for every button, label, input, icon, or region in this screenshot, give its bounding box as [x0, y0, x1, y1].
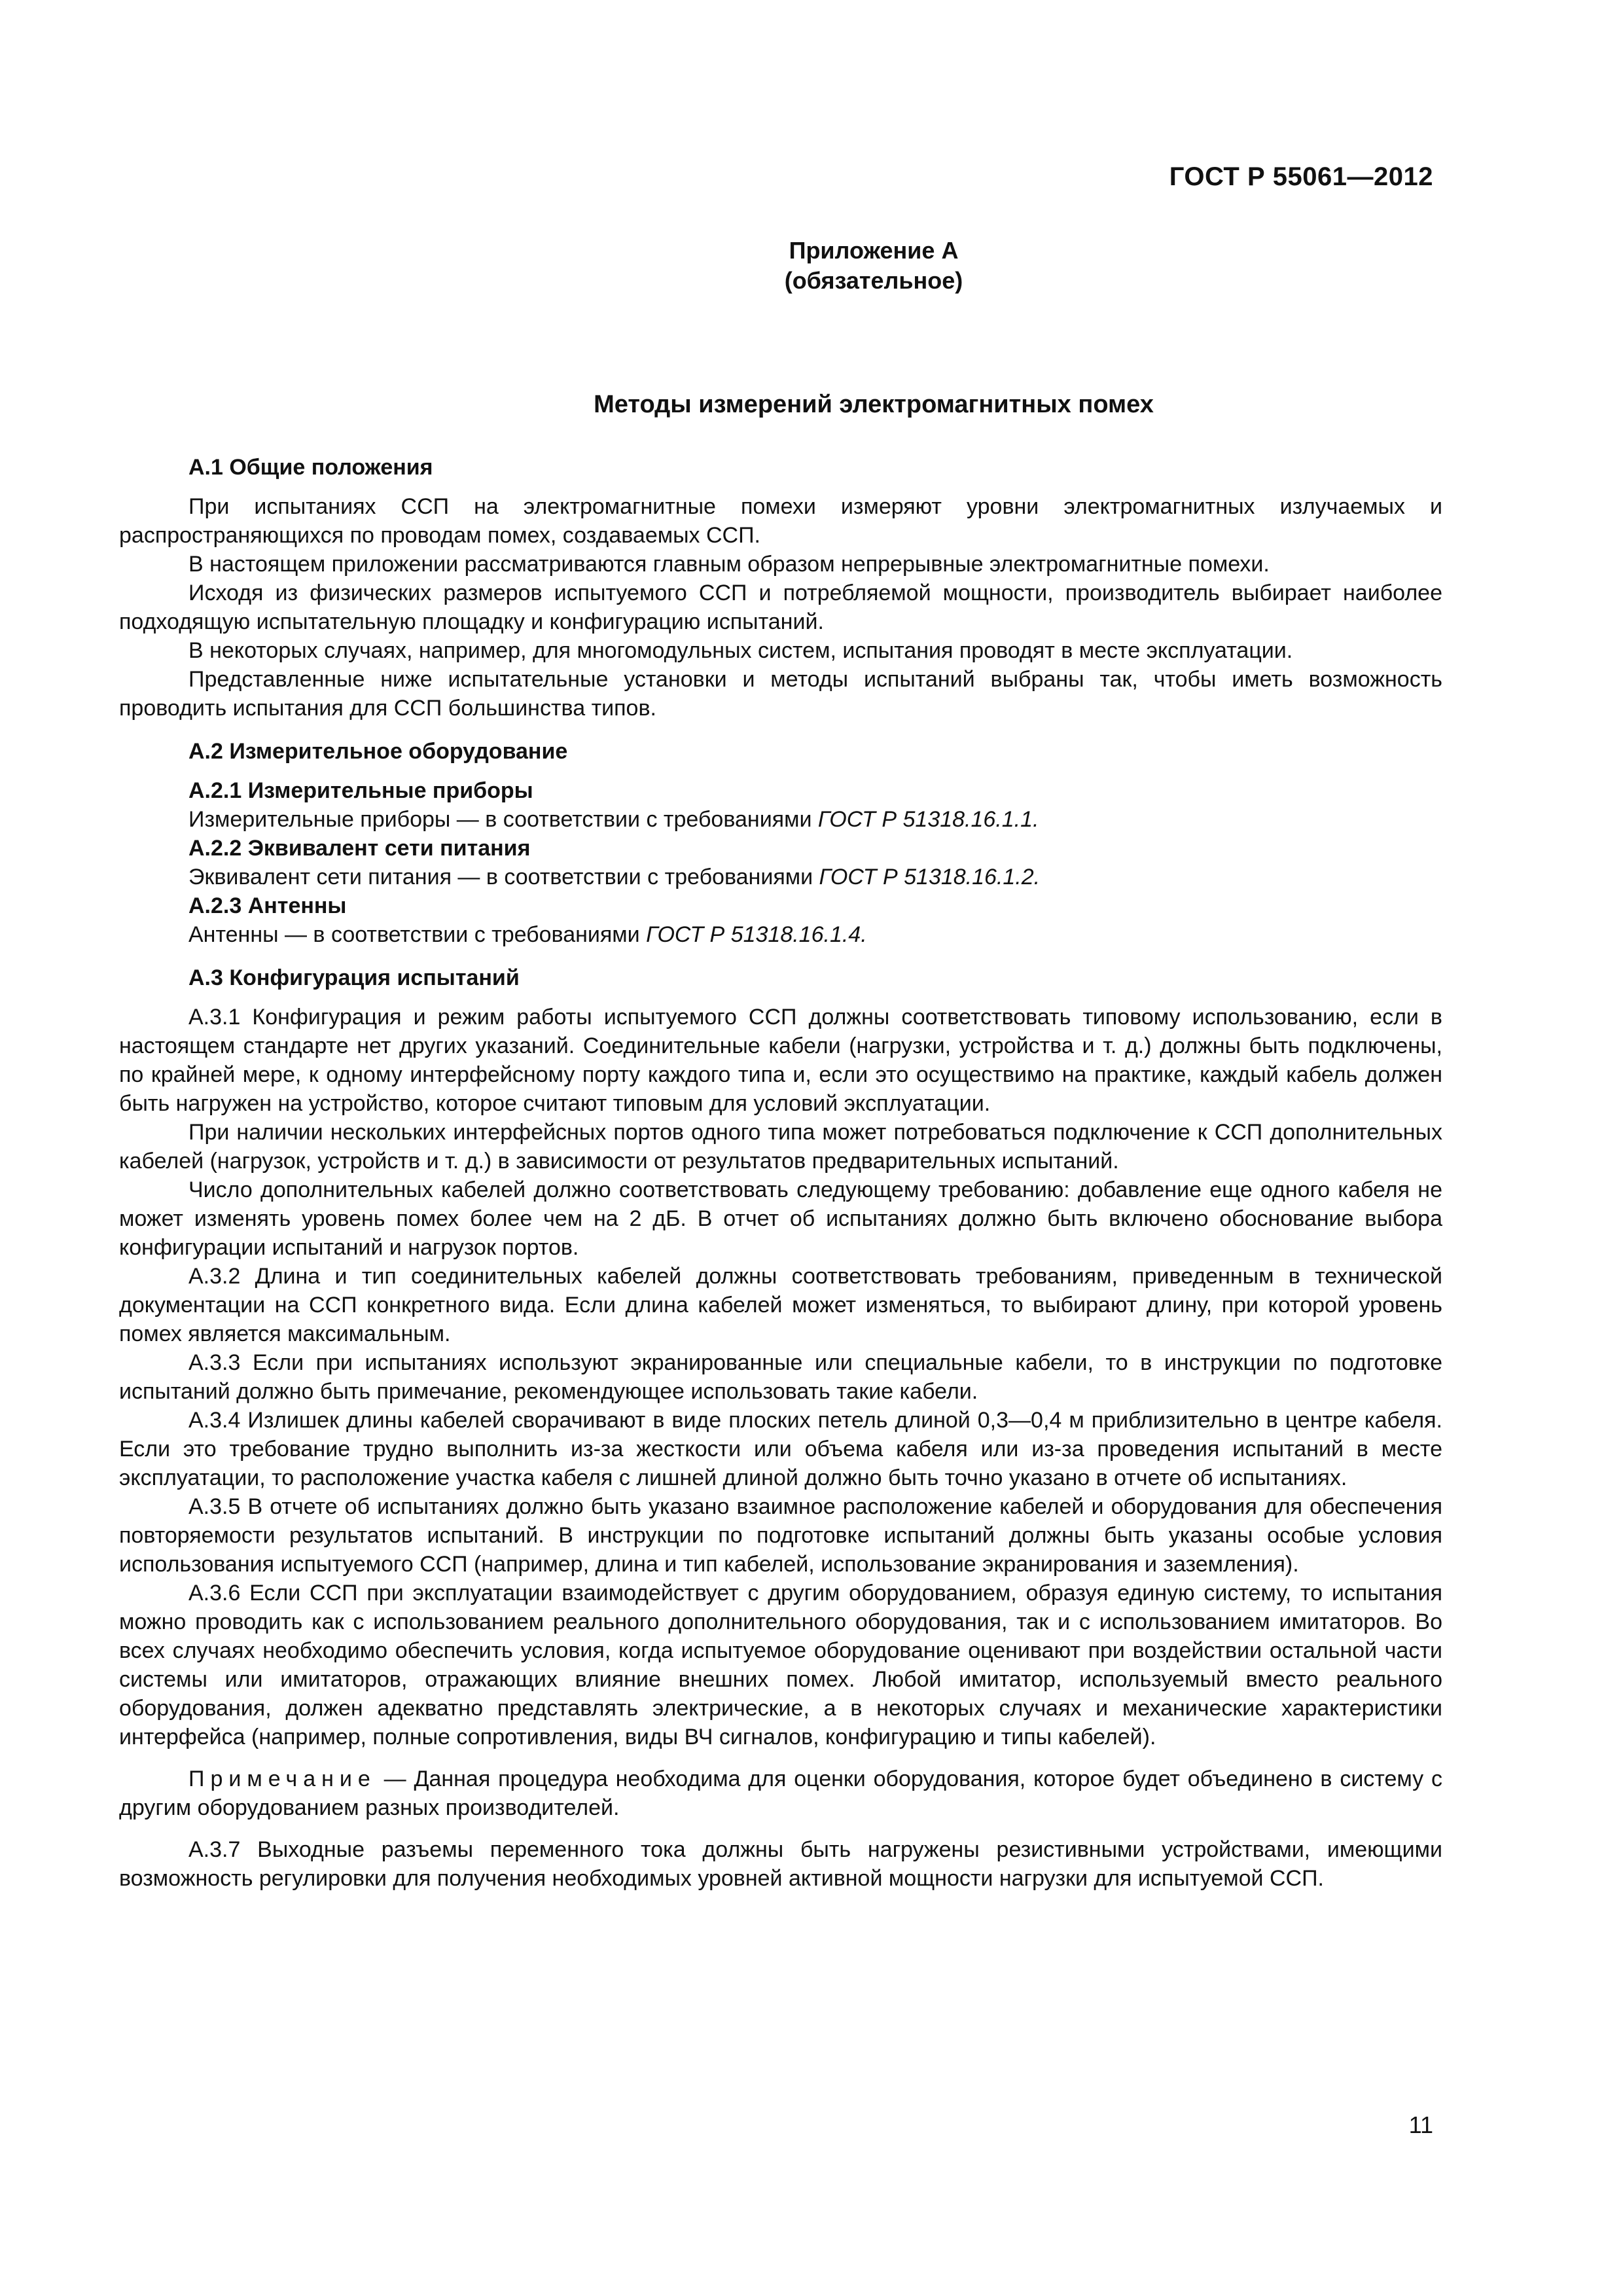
annex-heading: [0, 236, 1623, 296]
annex-status: (обязательное): [784, 267, 963, 294]
paragraph: При наличии нескольких интерфейсных портов одного типа может потребоваться подключение к ССП дополнительных кабелей (нагрузок, устройств и т. д.) в зависимости от результатов предварительных испытаний.: [119, 1120, 1442, 1174]
paragraph: [119, 805, 1442, 834]
subsection-heading-a21: А.2.1 Измерительные приборы: [188, 778, 533, 803]
paragraph: Исходя из физических размеров испытуемого ССП и потребляемой мощности, производитель выбирает наиболее подходящую испытательную площадку и конфигурацию испытаний.: [119, 581, 1442, 634]
note-text: — Данная процедура необходима для оценки оборудования, которое будет объединено в систему с другим оборудованием разных производителей.: [119, 1767, 1442, 1820]
document-body: [119, 453, 1442, 1893]
paragraph: А.3.7 Выходные разъемы переменного тока должны быть нагружены резистивными устройствами, имеющими возможность регулировки для получения необходимых уровней активной мощности нагрузки для испытуемой ССП.: [119, 1837, 1442, 1891]
page-number: 11: [1408, 2111, 1433, 2138]
paragraph-text: Антенны — в соответствии с требованиями: [188, 922, 647, 947]
paragraph: А.3.3 Если при испытаниях используют экранированные или специальные кабели, то в инструкции по подготовке испытаний должно быть примечание, рекомендующее использовать такие кабели.: [119, 1350, 1442, 1404]
section-heading-a3: А.3 Конфигурация испытаний: [188, 965, 520, 990]
paragraph: А.3.4 Излишек длины кабелей сворачивают в виде плоских петель длиной 0,3—0,4 м приблизительно в центре кабеля. Если это требование трудно выполнить из-за жесткости или объема кабеля или из-за проведения испытаний в месте эксплуатации, то расположение участка кабеля с лишней длиной должно быть точно указано в отчете об испытаниях.: [119, 1408, 1442, 1490]
paragraph: А.3.6 Если ССП при эксплуатации взаимодействует с другим оборудованием, образуя единую систему, то испытания можно проводить как с использованием реального дополнительного оборудования, так и с использованием имитаторов. Во всех случаях необходимо обеспечить условия, когда испытуемое оборудование оценивают при воздействии остальной части системы или имитаторов, отражающих влияние внешних помех. Любой имитатор, используемый вместо реального оборудования, должен адекватно представлять электрические, а в некоторых случаях и механические характеристики интерфейса (например, полные сопротивления, виды ВЧ сигналов, конфигурацию и типы кабелей).: [119, 1581, 1442, 1749]
note-label: Примечание: [188, 1767, 376, 1791]
document-code: ГОСТ Р 55061—2012: [1169, 162, 1433, 191]
standard-reference: ГОСТ Р 51318.16.1.2.: [819, 865, 1041, 889]
paragraph-text: Измерительные приборы — в соответствии с требованиями: [188, 807, 818, 832]
paragraph: [119, 920, 1442, 949]
paragraph: [119, 863, 1442, 891]
paragraph-text: Эквивалент сети питания — в соответствии с требованиями: [188, 865, 819, 889]
standard-reference: ГОСТ Р 51318.16.1.1.: [817, 807, 1039, 832]
paragraph: Число дополнительных кабелей должно соответствовать следующему требованию: добавление еще одного кабеля не может изменять уровень помех более чем на 2 дБ. В отчет об испытаниях должно быть включено обоснование выбора конфигурации испытаний и нагрузок портов.: [119, 1177, 1442, 1260]
section-heading-a1: А.1 Общие положения: [188, 455, 433, 480]
standard-reference: ГОСТ Р 51318.16.1.4.: [646, 922, 867, 947]
note: [119, 1765, 1442, 1822]
paragraph: В настоящем приложении рассматриваются главным образом непрерывные электромагнитные помехи.: [188, 552, 1270, 577]
annex-label: Приложение А: [789, 237, 959, 264]
annex-title: Методы измерений электромагнитных помех: [594, 391, 1154, 418]
paragraph: А.3.2 Длина и тип соединительных кабелей должны соответствовать требованиям, приведенным в технической документации на ССП конкретного вида. Если длина кабелей может изменяться, то выбирают длину, при которой уровень помех является максимальным.: [119, 1264, 1442, 1346]
subsection-heading-a22: А.2.2 Эквивалент сети питания: [188, 836, 531, 861]
section-heading-a2: А.2 Измерительное оборудование: [188, 739, 568, 764]
subsection-heading-a23: А.2.3 Антенны: [188, 893, 347, 918]
paragraph: В некоторых случаях, например, для многомодульных систем, испытания проводят в месте эксплуатации.: [188, 638, 1293, 663]
paragraph: А.3.5 В отчете об испытаниях должно быть указано взаимное расположение кабелей и оборудования для обеспечения повторяемости результатов испытаний. В инструкции по подготовке испытаний должны быть указаны особые условия использования испытуемого ССП (например, длина и тип кабелей, использование экранирования и заземления).: [119, 1494, 1442, 1577]
paragraph: А.3.1 Конфигурация и режим работы испытуемого ССП должны соответствовать типовому использованию, если в настоящем стандарте нет других указаний. Соединительные кабели (нагрузки, устройства и т. д.) должны быть подключены, по крайней мере, к одному интерфейсному порту каждого типа и, если это осуществимо на практике, каждый кабель должен быть нагружен на устройство, которое считают типовым для условий эксплуатации.: [119, 1005, 1442, 1116]
paragraph: При испытаниях ССП на электромагнитные помехи измеряют уровни электромагнитных излучаемых и распространяющихся по проводам помех, создаваемых ССП.: [119, 494, 1442, 548]
paragraph: Представленные ниже испытательные установки и методы испытаний выбраны так, чтобы иметь возможность проводить испытания для ССП большинства типов.: [119, 667, 1442, 721]
